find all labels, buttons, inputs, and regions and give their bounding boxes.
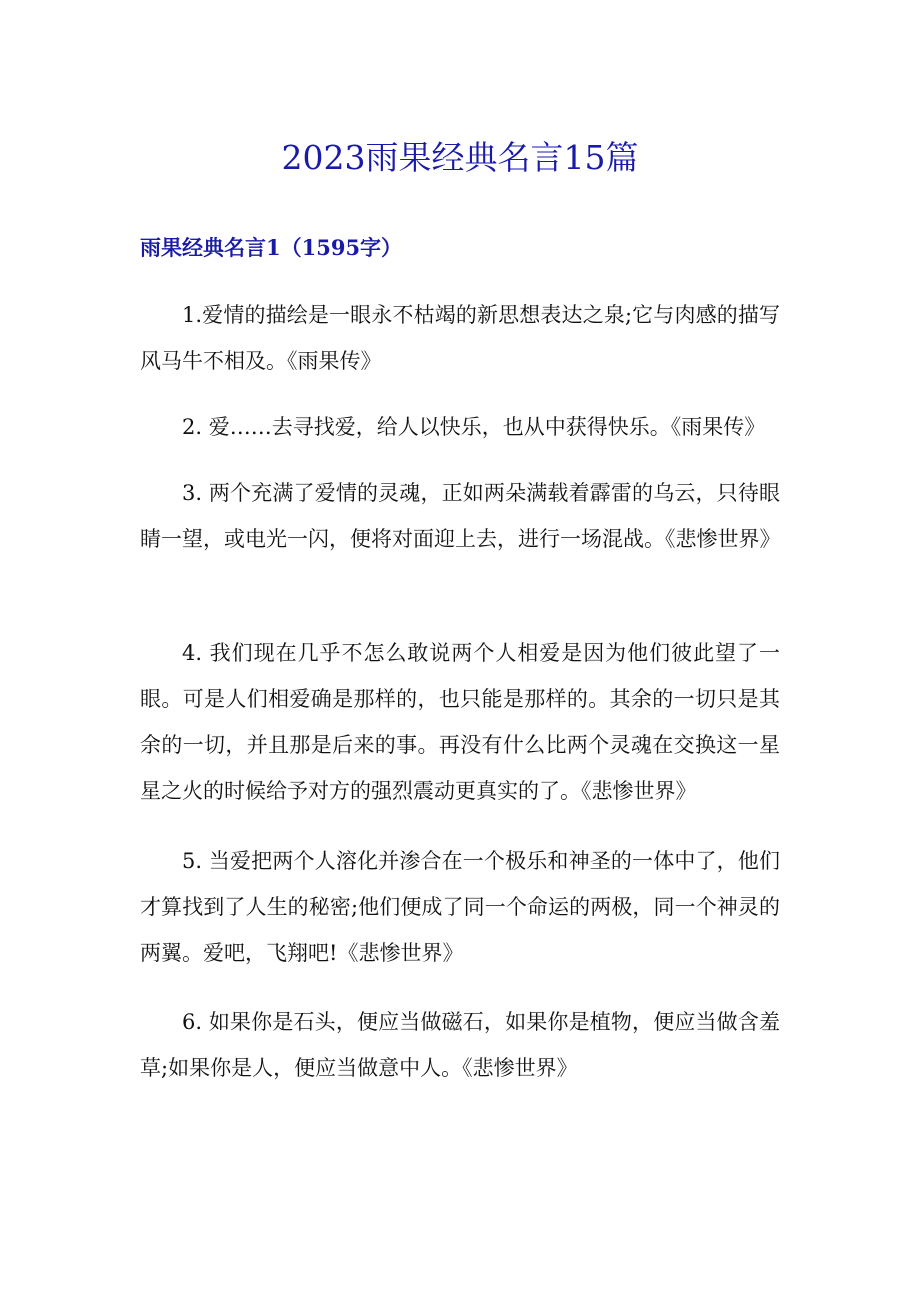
quote-paragraph-2: 2. 爱……去寻找爱，给人以快乐，也从中获得快乐。《雨果传》 (182, 415, 766, 439)
quote-paragraph-1: 1.爱情的描绘是一眼永不枯竭的新思想表达之泉;它与肉感的描写风马牛不相及。《雨果传》 (140, 303, 780, 373)
quote-paragraph-3: 3. 两个充满了爱情的灵魂，正如两朵满载着霹雷的乌云，只待眼睛一望，或电光一闪，便将对面迎上去，进行一场混战。《悲惨世界》 (140, 481, 781, 551)
document-title: 2023雨果经典名言15篇 (281, 138, 639, 177)
section-heading: 雨果经典名言1（1595字） (140, 235, 403, 260)
quote-paragraph-6: 6. 如果你是石头，便应当做磁石，如果你是植物，便应当做含羞草;如果你是人，便应当做意中人。《悲惨世界》 (140, 1010, 780, 1080)
quote-paragraph-5: 5. 当爱把两个人溶化并渗合在一个极乐和神圣的一体中了，他们才算找到了人生的秘密;他们便成了同一个命运的两极，同一个神灵的两翼。爱吧，飞翔吧!《悲惨世界》 (140, 849, 780, 965)
quote-paragraph-4: 4. 我们现在几乎不怎么敢说两个人相爱是因为他们彼此望了一眼。可是人们相爱确是那样的，也只能是那样的。其余的一切只是其余的一切，并且那是后来的事。再没有什么比两个灵魂在交换这一星星之火的时候给予对方的强烈震动更真实的了。《悲惨世界》 (140, 641, 780, 803)
